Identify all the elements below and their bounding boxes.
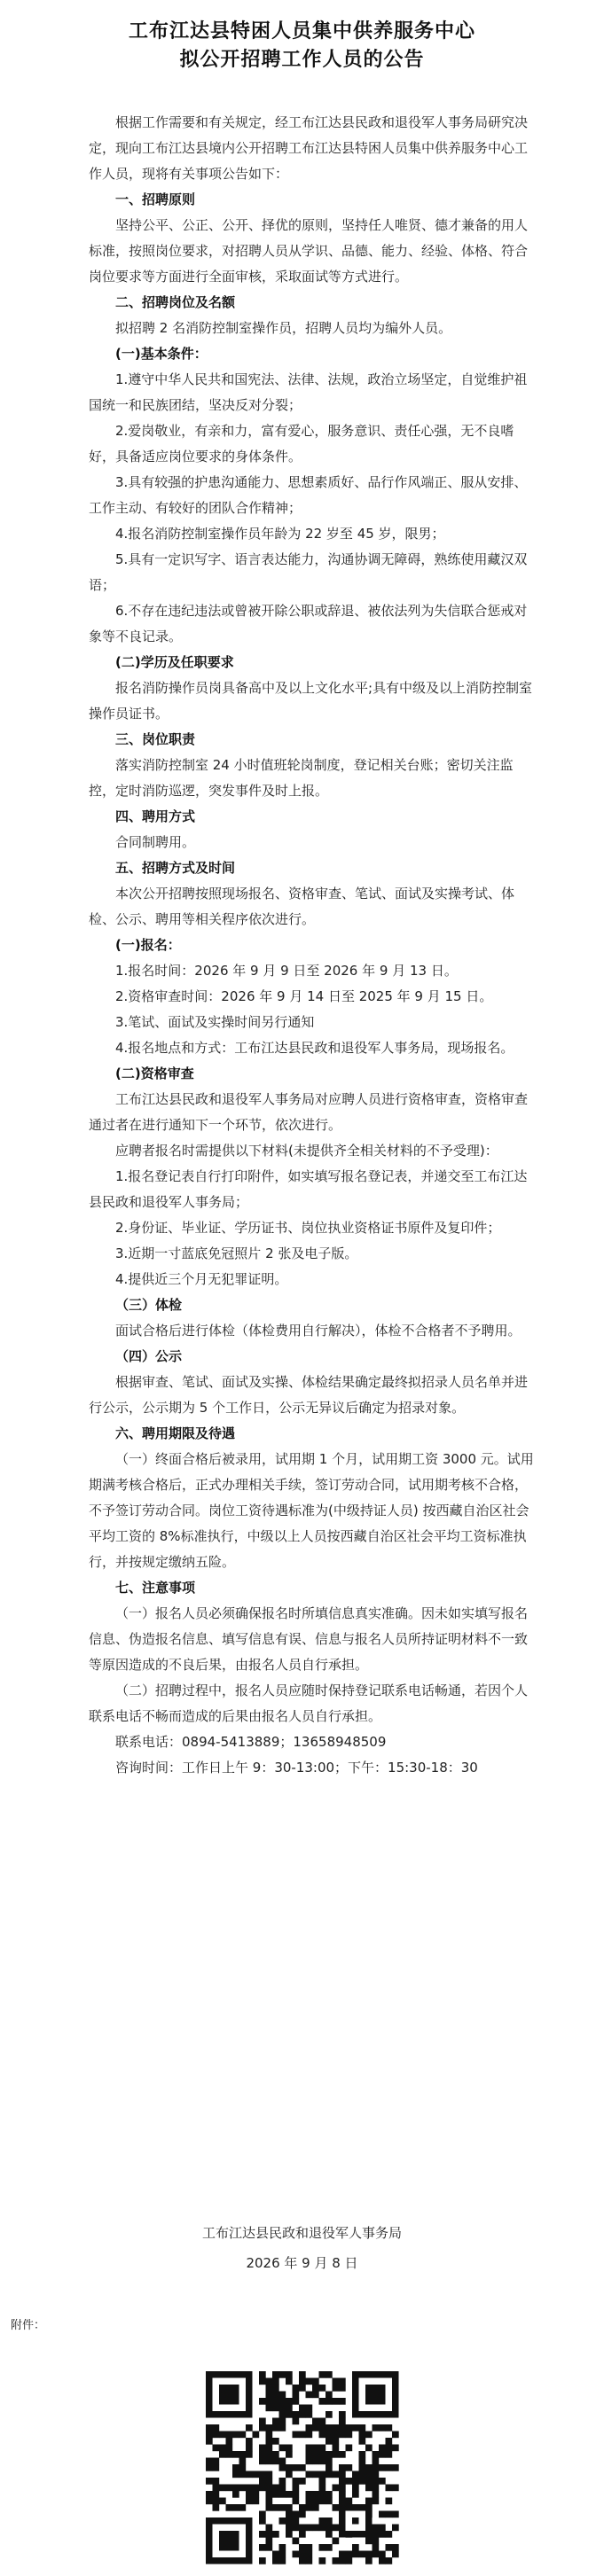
section-heading: （四）公示 (115, 1348, 183, 1364)
section-heading: 三、岗位职责 (115, 731, 196, 747)
body-paragraph: （一）报名人员必须确保报名时所填信息真实准确。因未如实填写报名信息、伪造报名信息、填写信息有误、信息与报名人员所持证明材料不一致等原因造成的不良后果，由报名人员自行承担。 (89, 1605, 529, 1673)
body-paragraph: 面试合格后进行体检（体检费用自行解决），体检不合格者不予聘用。 (115, 1323, 522, 1339)
section-heading: (二)资格审查 (115, 1066, 194, 1081)
section-heading: 六、聘用期限及待遇 (115, 1425, 236, 1441)
body-paragraph: 4.提供近三个月无犯罪证明。 (115, 1271, 288, 1287)
section-heading: 二、招聘岗位及名额 (115, 294, 236, 310)
section-heading: 一、招聘原则 (115, 191, 196, 207)
body-paragraph: 1.报名时间：2026 年 9 月 9 日至 2026 年 9 月 13 日。 (115, 963, 458, 979)
section-heading: (一)基本条件： (115, 346, 208, 362)
body-paragraph: 联系电话：0894-5413889；13658948509 (115, 1734, 387, 1750)
body-paragraph: 合同制聘用。 (115, 834, 196, 850)
qr-code-graphic (202, 2362, 402, 2572)
body-paragraph: 2.爱岗敬业，有亲和力，富有爱心，服务意识、责任心强，无不良嗜好，具备适应岗位要求的身体条件。 (89, 423, 514, 464)
section-heading: 五、招聘方式及时间 (115, 860, 236, 876)
body-paragraph: 5.具有一定识写字、语言表达能力，沟通协调无障碍，熟练使用藏汉双语； (89, 551, 528, 593)
section-heading: (一)报名： (115, 937, 181, 953)
attachment-label: 附件： (11, 2319, 46, 2332)
section-heading: 七、注意事项 (115, 1580, 196, 1596)
body-paragraph: 根据审查、笔试、面试及实操、体检结果确定最终拟招录人员名单并进行公示，公示期为 5 个工作日，公示无异议后确定为招录对象。 (89, 1374, 529, 1416)
body-paragraph: 4.报名地点和方式：工布江达县民政和退役军人事务局，现场报名。 (115, 1040, 514, 1056)
body-paragraph: （二）招聘过程中，报名人员应随时保持登记联系电话畅通，若因个人联系电话不畅而造成的后果由报名人员自行承担。 (89, 1682, 529, 1724)
body-paragraph: 落实消防控制室 24 小时值班轮岗制度，登记相关台账；密切关注监控，定时消防巡逻，突发事件及时上报。 (89, 757, 514, 799)
body-paragraph: 1.报名登记表自行打印附件，如实填写报名登记表，并递交至工布江达县民政和退役军人事务局； (89, 1168, 528, 1210)
issuing-organization: 工布江达县民政和退役军人事务局 (201, 2225, 402, 2241)
body-paragraph: 4.报名消防控制室操作员年龄为 22 岁至 45 岁，限男； (115, 526, 445, 542)
body-paragraph: 拟招聘 2 名消防控制室操作员，招聘人员均为编外人员。 (115, 320, 452, 336)
body-paragraph: 工布江达县民政和退役军人事务局对应聘人员进行资格审查，资格审查通过者在进行通知下一个环节，依次进行。 (89, 1091, 529, 1133)
body-paragraph: 3.近期一寸蓝底免冠照片 2 张及电子版。 (115, 1245, 358, 1261)
body-paragraph: （一）终面合格后被录用，试用期 1 个月，试用期工资 3000 元。试用期满考核合格后，正式办理相关手续，签订劳动合同，试用期考核不合格，不予签订劳动合同。岗位工资待遇标准为(中级持证人员) 按西藏自治区社会平均工资的 8%标准执行，中级以上人员按西藏自治区社会平均工资标准执行，并按规定缴纳五险。 (89, 1451, 534, 1570)
body-paragraph: 坚持公平、公正、公开、择优的原则，坚持任人唯贤、德才兼备的用人标准，按照岗位要求，对招聘人员从学识、品德、能力、经验、体格、符合岗位要求等方面进行全面审核，采取面试等方式进行。 (89, 217, 529, 285)
qr-code-image[interactable] (202, 2362, 402, 2572)
notice-body (89, 110, 537, 1781)
body-paragraph: 6.不存在违纪违法或曾被开除公职或辞退、被依法列为失信联合惩戒对象等不良记录。 (89, 603, 528, 644)
section-heading: 四、聘用方式 (115, 808, 196, 824)
body-paragraph: 本次公开招聘按照现场报名、资格审查、笔试、面试及实操考试、体检、公示、聘用等相关程序依次进行。 (89, 886, 515, 927)
body-paragraph: 2.身份证、毕业证、学历证书、岗位执业资格证书原件及复印件； (115, 1220, 501, 1236)
section-heading: （三）体检 (115, 1297, 183, 1313)
body-paragraph: 咨询时间：工作日上午 9：30-13:00；下午：15:30-18：30 (115, 1760, 478, 1776)
body-paragraph: 报名消防操作员岗具备高中及以上文化水平;具有中级及以上消防控制室操作员证书。 (89, 680, 533, 722)
section-heading: (二)学历及任职要求 (115, 654, 234, 670)
body-paragraph: 2.资格审查时间：2026 年 9 月 14 日至 2025 年 9 月 15 日。 (115, 988, 493, 1004)
body-paragraph: 3.具有较强的护患沟通能力、思想素质好、品行作风端正、服从安排、工作主动、有较好的团队合作精神； (89, 474, 528, 516)
issue-date: 2026 年 9 月 8 日 (246, 2255, 358, 2271)
body-paragraph: 应聘者报名时需提供以下材料(未提供齐全相关材料的不予受理)： (115, 1143, 498, 1159)
notice-title-line-1: 工布江达县特困人员集中供养服务中心 (128, 20, 475, 43)
body-paragraph: 1.遵守中华人民共和国宪法、法律、法规，政治立场坚定，自觉维护祖国统一和民族团结，坚决反对分裂； (89, 371, 528, 413)
body-paragraph: 根据工作需要和有关规定，经工布江达县民政和退役军人事务局研究决定，现向工布江达县境内公开招聘工布江达县特困人员集中供养服务中心工作人员，现将有关事项公告如下： (89, 114, 529, 182)
body-paragraph: 3.笔试、面试及实操时间另行通知 (115, 1014, 315, 1030)
notice-title-line-2: 拟公开招聘工作人员的公告 (179, 48, 425, 71)
